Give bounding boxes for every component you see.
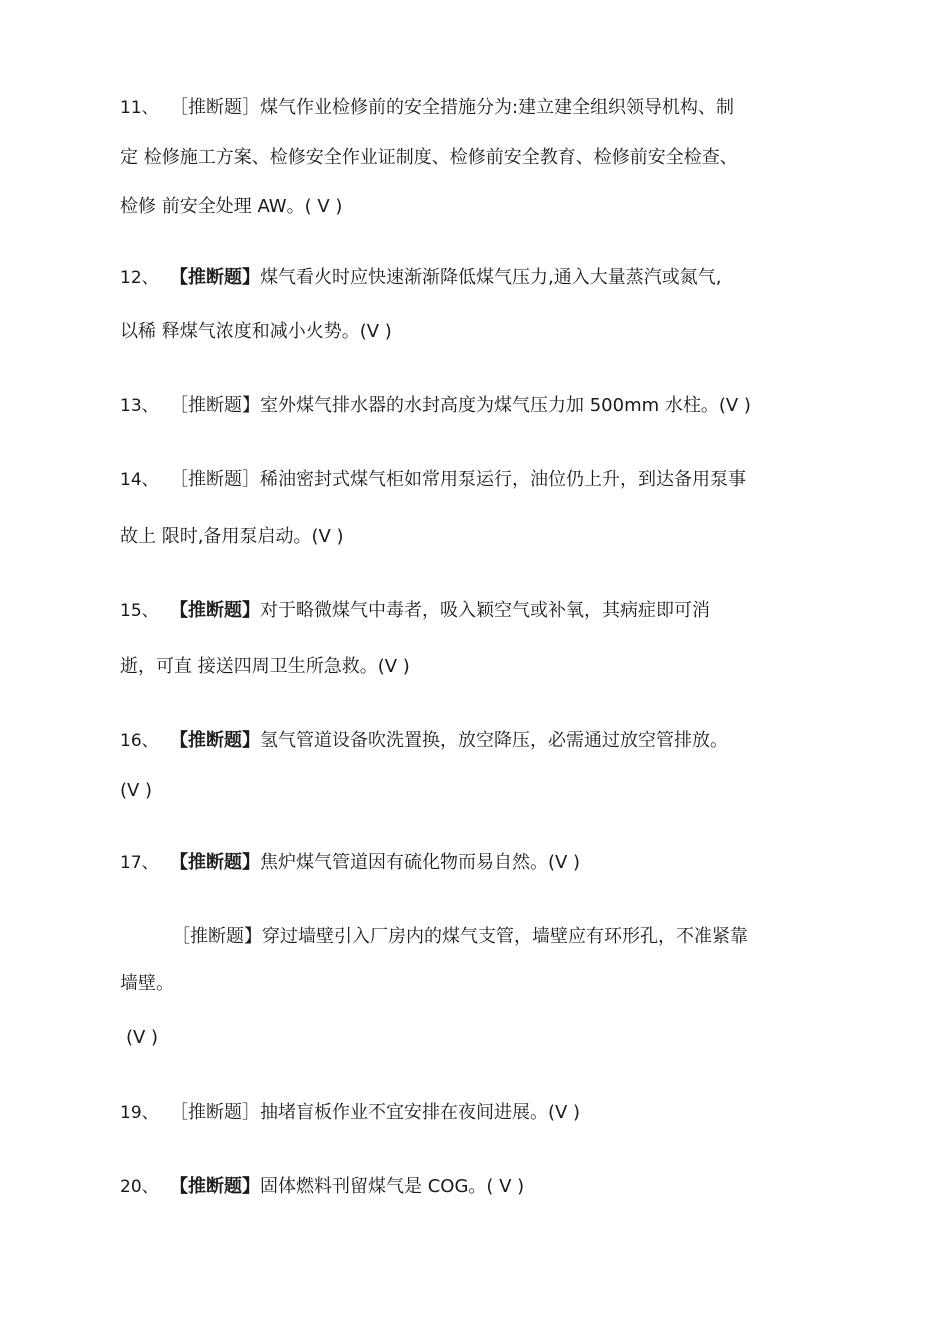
question-13-line-1 — [120, 394, 751, 418]
question-number: 15、 — [120, 601, 159, 621]
question-18-line-1 — [172, 925, 748, 949]
question-tag: 【推断题】 — [170, 600, 260, 621]
question-tag: ［推断题】 — [172, 926, 262, 947]
question-14-line-1 — [120, 468, 746, 492]
question-14-line-2: 故上 限时,备用泵启动。(V ) — [120, 526, 344, 547]
question-tag: ［推断题］ — [170, 1102, 260, 1123]
question-number: 17、 — [120, 853, 159, 873]
question-tag: 【推断题】 — [170, 1176, 260, 1197]
question-text: 室外煤气排水器的水封高度为煤气压力加 500mm 水柱。(V ) — [260, 395, 751, 416]
question-11-line-2: 定 检修施工方案、检修安全作业证制度、检修前安全教育、检修前安全检查、 — [120, 147, 738, 168]
question-text: 固体燃料刊留煤气是 COG。( V ) — [260, 1176, 525, 1197]
question-number: 11、 — [120, 98, 159, 118]
question-number: 13、 — [120, 396, 159, 416]
question-number: 14、 — [120, 470, 159, 490]
question-number: 19、 — [120, 1103, 159, 1123]
question-text: 煤气作业检修前的安全措施分为:建立建全组织领导机构、制 — [260, 97, 735, 118]
question-text: 对于略微煤气中毒者，吸入颖空气或补氧，其病症即可消 — [260, 600, 710, 621]
question-11-line-1 — [120, 96, 734, 120]
question-text: 氢气管道设备吹洗置换，放空降压，必需通过放空管排放。 — [260, 730, 728, 751]
question-19-line-1 — [120, 1101, 580, 1125]
question-17-line-1 — [120, 851, 580, 875]
question-16-line-2: (V ) — [120, 780, 153, 801]
question-text: 煤气看火时应快速渐渐降低煤气压力,通入大量蒸汽或氮气, — [260, 267, 722, 288]
question-text: 稀油密封式煤气柜如常用泵运行，油位仍上升，到达备用泵事 — [260, 469, 746, 490]
question-18-line-2: 墙壁。 — [120, 973, 174, 994]
question-tag: ［推断题］ — [170, 97, 260, 118]
question-text: 抽堵盲板作业不宜安排在夜间进展。(V ) — [260, 1102, 581, 1123]
question-11-line-3: 检修 前安全处理 AW。( V ) — [120, 196, 343, 217]
question-16-line-1 — [120, 729, 728, 753]
question-tag: 【推断题】 — [170, 852, 260, 873]
question-15-line-1 — [120, 599, 710, 623]
question-text: 焦炉煤气管道因有硫化物而易自然。(V ) — [260, 852, 581, 873]
question-number: 12、 — [120, 268, 159, 288]
question-12-line-2: 以稀 释煤气浓度和减小火势。(V ) — [120, 321, 392, 342]
question-number: 16、 — [120, 731, 159, 751]
question-tag: 【推断题】 — [170, 730, 260, 751]
question-number: 20、 — [120, 1177, 159, 1197]
question-18-line-3: (V ) — [126, 1027, 159, 1048]
question-text: 穿过墙壁引入厂房内的煤气支管，墙壁应有环形孔，不准紧靠 — [262, 926, 748, 947]
question-12-line-1 — [120, 266, 721, 290]
question-tag: ［推断题］ — [170, 469, 260, 490]
question-15-line-2: 逝，可直 接送四周卫生所急救。(V ) — [120, 656, 410, 677]
question-tag: 【推断题】 — [170, 267, 260, 288]
question-20-line-1 — [120, 1175, 524, 1199]
question-tag: ［推断题】 — [170, 395, 260, 416]
